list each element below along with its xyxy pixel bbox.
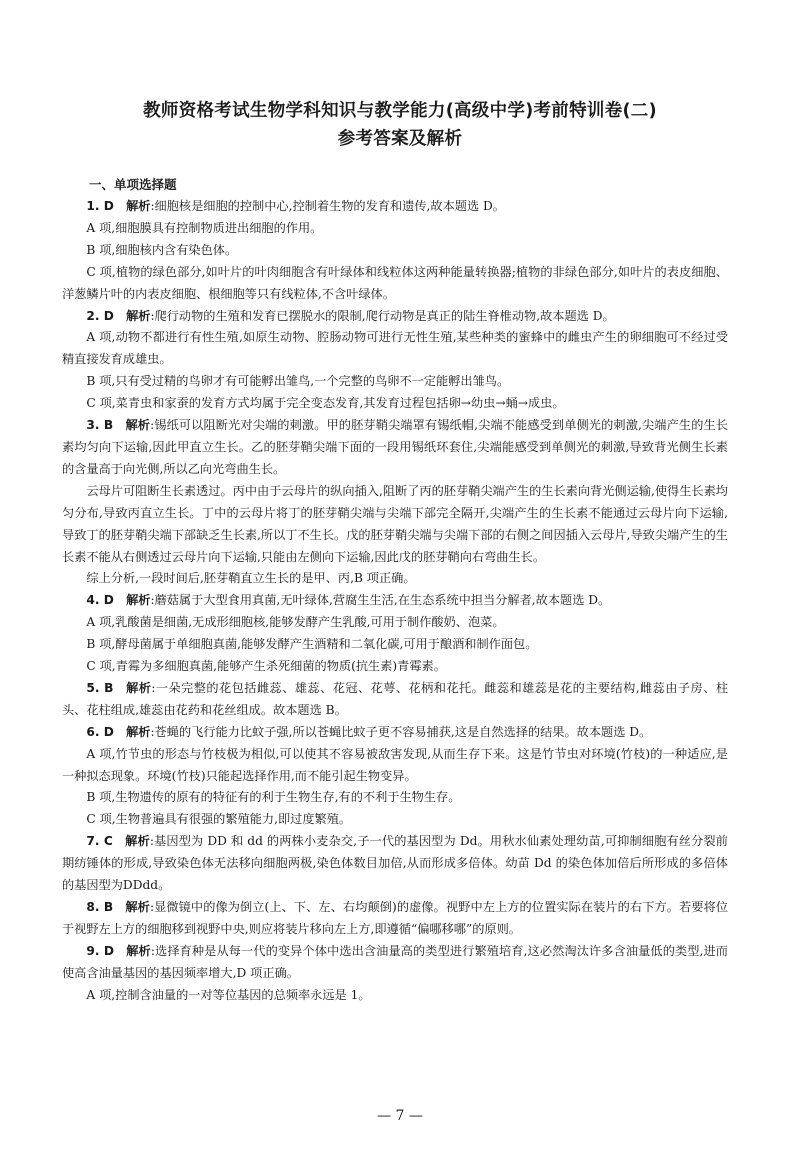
page-title: 教师资格考试生物学科知识与教学能力(高级中学)考前特训卷(二) xyxy=(143,101,657,121)
analysis-label: 解析 xyxy=(125,680,152,695)
explanation-paragraph xyxy=(62,262,728,306)
analysis-label: 解析 xyxy=(126,308,151,323)
explanation-paragraph xyxy=(62,809,728,831)
answer-paragraph xyxy=(62,196,728,218)
paragraph-text: B 项,细胞核内含有染色体。 xyxy=(86,242,238,257)
answer-body xyxy=(62,196,728,1007)
paragraph-text: A 项,乳酸菌是细菌,无成形细胞核,能够发酵产生乳酸,可用于制作酸奶、泡菜。 xyxy=(86,615,505,630)
page-number: — 7 — xyxy=(377,1108,423,1124)
paragraph-text: :选择育种是从每一代的变异个体中选出含油量高的类型进行繁殖培育,这必然淘汰许多含油量低的类型,进而使高含油量基因的基因频率增大,D 项正确。 xyxy=(62,943,728,980)
explanation-paragraph xyxy=(62,481,728,569)
paragraph-text: B 项,酵母菌属于单细胞真菌,能够发酵产生酒精和二氧化碳,可用于酿酒和制作面包。 xyxy=(86,637,538,652)
paragraph-text: C 项,植物的绿色部分,如叶片的叶肉细胞含有叶绿体和线粒体这两种能量转换器;植物的非绿色部分,如叶片的表皮细胞、洋葱鳞片叶的内表皮细胞、根细胞等只有线粒体,不含叶绿体。 xyxy=(62,264,728,301)
answer-paragraph xyxy=(62,306,728,328)
paragraph-text: C 项,菜青虫和家蚕的发育方式均属于完全变态发育,其发育过程包括卵→幼虫→蛹→成虫。 xyxy=(86,396,565,411)
explanation-paragraph xyxy=(62,612,728,634)
section-heading: 一、单项选择题 xyxy=(89,177,177,192)
answer-paragraph xyxy=(62,415,728,481)
paragraph-text: A 项,细胞膜具有控制物质进出细胞的作用。 xyxy=(86,220,323,235)
answer-paragraph xyxy=(62,941,728,985)
question-answer: 5. B xyxy=(86,680,114,695)
question-answer: 7. C xyxy=(86,834,113,849)
explanation-paragraph xyxy=(62,393,728,415)
question-answer: 8. B xyxy=(86,900,114,914)
answer-paragraph xyxy=(62,678,728,722)
explanation-paragraph xyxy=(62,985,728,1007)
answer-paragraph xyxy=(62,590,728,612)
explanation-paragraph xyxy=(62,744,728,788)
paragraph-text: B 项,只有受过精的鸟卵才有可能孵出雏鸟,一个完整的鸟卵不一定能孵出雏鸟。 xyxy=(86,374,510,389)
answer-paragraph xyxy=(62,722,728,744)
analysis-label: 解析 xyxy=(125,834,150,849)
question-answer: 6. D xyxy=(86,724,114,739)
question-answer: 4. D xyxy=(86,593,114,608)
paragraph-text: A 项,动物不都进行有性生殖,如原生动物、腔肠动物可进行无性生殖,某些种类的蜜蜂中的雌虫产生的卵细胞可不经过受精直接发育成雄虫。 xyxy=(62,330,728,367)
explanation-paragraph xyxy=(62,568,728,590)
paragraph-text: A 项,竹节虫的形态与竹枝极为相似,可以使其不容易被敌害发现,从而生存下来。这是竹节虫对环境(竹枝)的一种适应,是一种拟态现象。环境(竹枝)只能起选择作用,而不能引起生物变异。 xyxy=(62,746,728,783)
explanation-paragraph xyxy=(62,656,728,678)
paragraph-text: :苍蝇的飞行能力比蚊子强,所以苍蝇比蚊子更不容易捕获,这是自然选择的结果。故本题选 D。 xyxy=(150,724,652,739)
question-answer: 1. D xyxy=(86,199,114,213)
paragraph-text: C 项,生物普遍具有很强的繁殖能力,即过度繁殖。 xyxy=(86,812,352,827)
question-answer: 9. D xyxy=(86,943,114,958)
paragraph-text: A 项,控制含油量的一对等位基因的总频率永远是 1。 xyxy=(86,987,371,1002)
paragraph-text: 综上分析,一段时间后,胚芽鞘直立生长的是甲、丙,B 项正确。 xyxy=(86,571,416,586)
paragraph-text: B 项,生物遗传的原有的特征有的利于生物生存,有的不利于生物生存。 xyxy=(86,790,461,805)
paragraph-text: :基因型为 DD 和 dd 的两株小麦杂交,子一代的基因型为 Dd。用秋水仙素处理幼苗,可抑制细胞有丝分裂前期纺锤体的形成,导致染色体无法移向细胞两极,染色体数目加倍,从而形成多倍体。幼苗 Dd 的染色体加倍后所形成的多倍体的基因型为DDdd。 xyxy=(62,834,728,893)
analysis-label: 解析 xyxy=(126,724,151,739)
answer-paragraph xyxy=(62,831,728,897)
paragraph-text: C 项,青霉为多细胞真菌,能够产生杀死细菌的物质(抗生素)青霉素。 xyxy=(86,659,446,674)
analysis-label: 解析 xyxy=(125,418,151,433)
analysis-label: 解析 xyxy=(126,199,151,213)
paragraph-text: :细胞核是细胞的控制中心,控制着生物的发育和遗传,故本题选 D。 xyxy=(150,199,505,213)
question-answer: 3. B xyxy=(86,418,114,433)
explanation-paragraph xyxy=(62,327,728,371)
explanation-paragraph xyxy=(62,787,728,809)
explanation-paragraph xyxy=(62,634,728,656)
question-answer: 2. D xyxy=(86,308,114,323)
paragraph-text: :锡纸可以阻断光对尖端的刺激。甲的胚芽鞘尖端罩有锡纸帽,尖端不能感受到单侧光的刺激,尖端产生的生长素均匀向下运输,因此甲直立生长。乙的胚芽鞘尖端下面的一段用锡纸环套住,尖端能感受到单侧光的刺激,导致背光侧生长素的含量高于向光侧,所以乙向光弯曲生长。 xyxy=(62,418,728,476)
explanation-paragraph xyxy=(62,240,728,262)
page-subtitle: 参考答案及解析 xyxy=(337,129,463,149)
analysis-label: 解析 xyxy=(126,593,151,608)
answer-paragraph xyxy=(62,897,728,941)
paragraph-text: :爬行动物的生殖和发育已摆脱水的限制,爬行动物是真正的陆生脊椎动物,故本题选 D。 xyxy=(150,308,615,323)
explanation-paragraph xyxy=(62,371,728,393)
paragraph-text: :一朵完整的花包括雌蕊、雄蕊、花冠、花萼、花柄和花托。雌蕊和雄蕊是花的主要结构,雌蕊由子房、柱头、花柱组成,雄蕊由花药和花丝组成。故本题选 B。 xyxy=(62,680,729,717)
paragraph-text: 云母片可阻断生长素透过。丙中由于云母片的纵向插入,阻断了丙的胚芽鞘尖端产生的生长素向背光侧运输,使得生长素均匀分布,导致丙直立生长。丁中的云母片将丁的胚芽鞘尖端与尖端下部完全隔开,尖端产生的生长素不能通过云母片向下运输,导致丁的胚芽鞘尖端下部缺乏生长素,所以丁不生长。戊的胚芽鞘尖端与尖端下部的右侧之间因插入云母片,导致尖端产生的生长素不能从右侧透过云母片向下运输,只能由左侧向下运输,因此戊的胚芽鞘向右弯曲生长。 xyxy=(62,483,728,564)
analysis-label: 解析 xyxy=(126,943,151,958)
paragraph-text: :显微镜中的像为倒立(上、下、左、右均颠倒)的虚像。视野中左上方的位置实际在装片的右下方。若要将位于视野左上方的细胞移到视野中央,则应将装片移向左上方,即遵循“偏哪移哪”的原则。 xyxy=(62,900,728,936)
paragraph-text: :蘑菇属于大型食用真菌,无叶绿体,营腐生生活,在生态系统中担当分解者,故本题选 D。 xyxy=(150,593,611,608)
analysis-label: 解析 xyxy=(125,900,150,914)
explanation-paragraph xyxy=(62,218,728,240)
